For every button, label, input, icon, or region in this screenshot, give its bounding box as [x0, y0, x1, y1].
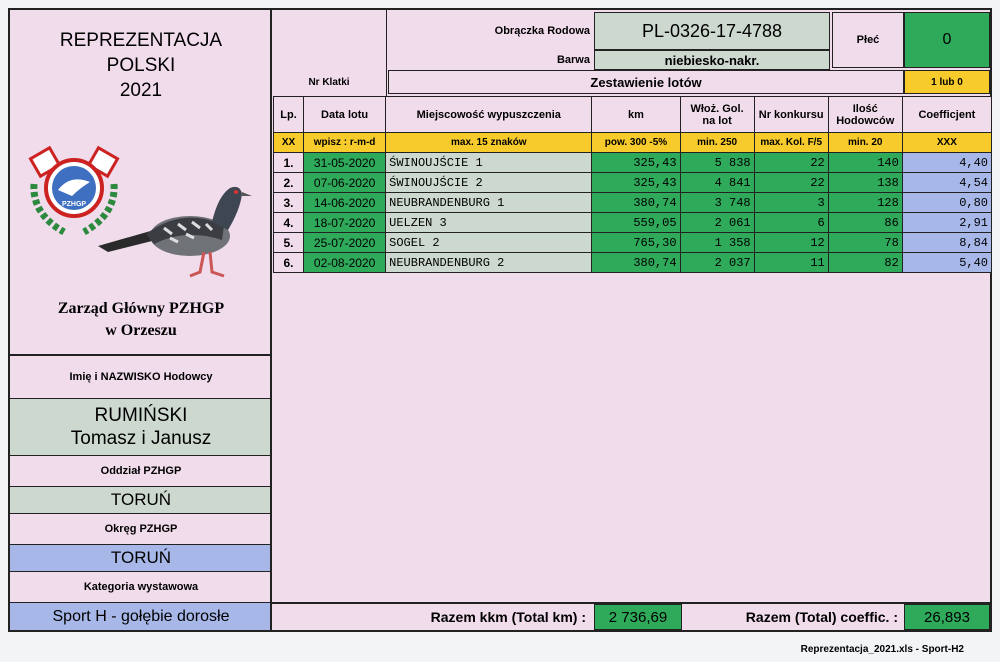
- breeder-line-2: Tomasz i Janusz: [70, 428, 212, 449]
- oddzial-label: Oddział PZHGP: [100, 465, 182, 477]
- title-line-2: POLSKI: [106, 54, 176, 76]
- col-coef: Coefficjent: [902, 97, 991, 133]
- title-line-1: REPREZENTACJA: [59, 29, 223, 51]
- footer-filename: Reprezentacja_2021.xls - Sport-H2: [800, 644, 964, 655]
- nr-klatki-label: Nr Klatki: [308, 76, 350, 88]
- total-coef-label: Razem (Total) coeffic. :: [745, 609, 898, 625]
- row-hod[interactable]: 140: [828, 153, 902, 173]
- col-place: Miejscowość wypuszczenia: [386, 97, 592, 133]
- row-hod[interactable]: 82: [828, 253, 902, 273]
- hint-lp: XX: [274, 133, 304, 153]
- row-km[interactable]: 380,74: [592, 253, 680, 273]
- row-nr[interactable]: 11: [754, 253, 828, 273]
- row-hod[interactable]: 86: [828, 213, 902, 233]
- row-hod[interactable]: 128: [828, 193, 902, 213]
- plec-hint: 1 lub 0: [904, 70, 990, 94]
- col-km: km: [592, 97, 680, 133]
- row-lp: 3.: [274, 193, 304, 213]
- org-line-1: Zarząd Główny PZHGP: [57, 300, 225, 317]
- row-birds[interactable]: 3 748: [680, 193, 754, 213]
- table-row: [274, 193, 992, 213]
- row-place[interactable]: NEUBRANDENBURG 1: [386, 193, 592, 213]
- row-place[interactable]: SOGEL 2: [386, 233, 592, 253]
- column-divider: [270, 10, 272, 630]
- row-nr[interactable]: 22: [754, 153, 828, 173]
- row-km[interactable]: 559,05: [592, 213, 680, 233]
- row-lp: 2.: [274, 173, 304, 193]
- row-date[interactable]: 14-06-2020: [304, 193, 386, 213]
- hint-coef: XXX: [902, 133, 991, 153]
- row-nr[interactable]: 6: [754, 213, 828, 233]
- obraczka-value: PL-0326-17-4788: [594, 12, 830, 50]
- table-hint-row: [274, 133, 992, 153]
- row-km[interactable]: 325,43: [592, 173, 680, 193]
- table-row: [274, 213, 992, 233]
- obraczka-label: Obrączka Rodowa: [494, 25, 590, 37]
- header-divider: [386, 10, 387, 96]
- kategoria-label: Kategoria wystawowa: [83, 581, 199, 593]
- kategoria-value: Sport H - gołębie dorosłe: [10, 602, 272, 630]
- org-name: [10, 290, 272, 350]
- row-birds[interactable]: 5 838: [680, 153, 754, 173]
- hint-birds: min. 250: [680, 133, 754, 153]
- row-birds[interactable]: 2 037: [680, 253, 754, 273]
- zestawienie-title: Zestawienie lotów: [388, 70, 904, 94]
- row-coef: 8,84: [902, 233, 991, 253]
- table-row: [274, 173, 992, 193]
- row-lp: 1.: [274, 153, 304, 173]
- row-birds[interactable]: 1 358: [680, 233, 754, 253]
- table-header-row: [274, 97, 992, 133]
- table-row: [274, 233, 992, 253]
- logo-text: PZHGP: [61, 201, 87, 208]
- hint-place: max. 15 znaków: [386, 133, 592, 153]
- okreg-value: TORUŃ: [10, 544, 272, 572]
- row-lp: 4.: [274, 213, 304, 233]
- breeder-label: Imię i NAZWISKO Hodowcy: [69, 371, 213, 383]
- form-sheet: [8, 8, 992, 632]
- total-km-label: Razem kkm (Total km) :: [430, 609, 586, 625]
- flights-table: [273, 96, 992, 273]
- row-hod[interactable]: 138: [828, 173, 902, 193]
- row-date[interactable]: 31-05-2020: [304, 153, 386, 173]
- title-line-3: 2021: [119, 79, 163, 101]
- row-coef: 0,80: [902, 193, 991, 213]
- row-date[interactable]: 02-08-2020: [304, 253, 386, 273]
- table-row: [274, 153, 992, 173]
- col-hod: Ilość Hodowców: [828, 97, 902, 133]
- row-coef: 4,40: [902, 153, 991, 173]
- row-date[interactable]: 07-06-2020: [304, 173, 386, 193]
- row-date[interactable]: 25-07-2020: [304, 233, 386, 253]
- table-row: [274, 253, 992, 273]
- row-coef: 4,54: [902, 173, 991, 193]
- breeder-name: [10, 398, 272, 456]
- col-date: Data lotu: [304, 97, 386, 133]
- pigeon-image: [94, 178, 254, 282]
- col-birds: Włoż. Gol. na lot: [680, 97, 754, 133]
- hint-km: pow. 300 -5%: [592, 133, 680, 153]
- barwa-label: Barwa: [556, 54, 590, 66]
- row-place[interactable]: ŚWINOUJŚCIE 1: [386, 153, 592, 173]
- total-km-value: 2 736,69: [594, 604, 682, 630]
- hint-hod: min. 20: [828, 133, 902, 153]
- row-km[interactable]: 765,30: [592, 233, 680, 253]
- row-lp: 5.: [274, 233, 304, 253]
- row-birds[interactable]: 4 841: [680, 173, 754, 193]
- okreg-label: Okręg PZHGP: [104, 523, 178, 535]
- row-km[interactable]: 380,74: [592, 193, 680, 213]
- row-coef: 2,91: [902, 213, 991, 233]
- row-nr[interactable]: 3: [754, 193, 828, 213]
- oddzial-value: TORUŃ: [10, 486, 272, 514]
- plec-value[interactable]: 0: [904, 12, 990, 68]
- row-date[interactable]: 18-07-2020: [304, 213, 386, 233]
- row-nr[interactable]: 22: [754, 173, 828, 193]
- total-coef-value: 26,893: [904, 604, 990, 630]
- row-nr[interactable]: 12: [754, 233, 828, 253]
- row-birds[interactable]: 2 061: [680, 213, 754, 233]
- row-coef: 5,40: [902, 253, 991, 273]
- org-line-2: w Orzeszu: [105, 322, 177, 339]
- row-lp: 6.: [274, 253, 304, 273]
- breeder-line-1: RUMIŃSKI: [94, 405, 188, 426]
- plec-label: Płeć: [832, 12, 904, 68]
- row-hod[interactable]: 78: [828, 233, 902, 253]
- hint-date: wpisz : r-m-d: [304, 133, 386, 153]
- barwa-value: niebiesko-nakr.: [594, 50, 830, 70]
- page-title: [10, 10, 272, 110]
- col-lp: Lp.: [274, 97, 304, 133]
- hint-nr: max. Kol. F/5: [754, 133, 828, 153]
- col-nr: Nr konkursu: [754, 97, 828, 133]
- row-place[interactable]: NEUBRANDENBURG 2: [386, 253, 592, 273]
- row-km[interactable]: 325,43: [592, 153, 680, 173]
- row-place[interactable]: ŚWINOUJŚCIE 2: [386, 173, 592, 193]
- row-place[interactable]: UELZEN 3: [386, 213, 592, 233]
